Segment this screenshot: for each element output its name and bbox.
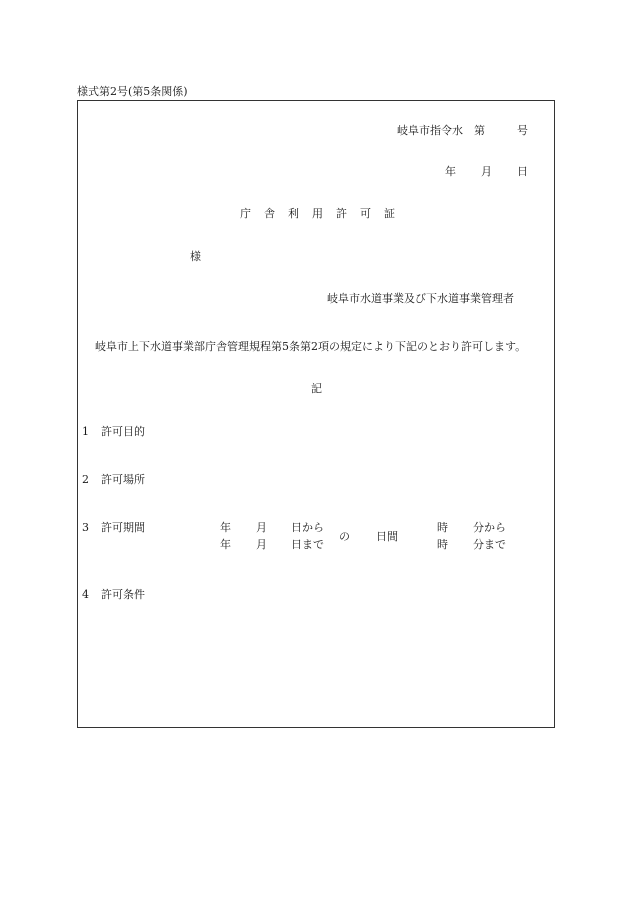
period-end-minute: 分まで: [473, 538, 506, 551]
period-no: の: [339, 530, 350, 543]
document-title-char: 用: [312, 207, 323, 220]
item-number: 2: [82, 473, 89, 486]
date-month: 月: [481, 165, 492, 178]
ref-number-prefix: 岐阜市指令水: [397, 124, 463, 137]
period-start-hour: 時: [437, 521, 448, 534]
period-start-year: 年: [220, 521, 231, 534]
document-title-char: 舎: [264, 207, 275, 220]
item-label-conditions: 許可条件: [101, 588, 145, 601]
period-start-day: 日から: [291, 521, 324, 534]
item-label-purpose: 許可目的: [101, 425, 145, 438]
period-start-month: 月: [256, 521, 267, 534]
period-start-minute: 分から: [473, 521, 506, 534]
document-title-char: 可: [360, 207, 371, 220]
period-days: 日間: [376, 530, 398, 543]
issuer-name: 岐阜市水道事業及び下水道事業管理者: [327, 292, 514, 305]
document-title-char: 庁: [240, 207, 251, 220]
date-year: 年: [445, 165, 456, 178]
period-end-hour: 時: [437, 538, 448, 551]
item-label-period: 許可期間: [101, 521, 145, 534]
item-number: 4: [82, 588, 89, 601]
item-number: 3: [82, 521, 89, 534]
item-number: 1: [82, 425, 89, 438]
document-title-char: 証: [384, 207, 395, 220]
period-end-day: 日まで: [291, 538, 324, 551]
period-end-month: 月: [256, 538, 267, 551]
date-day: 日: [517, 165, 528, 178]
ref-number-dai: 第: [474, 124, 485, 137]
period-end-year: 年: [220, 538, 231, 551]
document-title-char: 利: [288, 207, 299, 220]
addressee-suffix: 様: [190, 250, 201, 263]
permit-form-frame: [77, 100, 555, 728]
body-text: 岐阜市上下水道事業部庁舎管理規程第5条第2項の規定により下記のとおり許可します。: [95, 340, 527, 353]
item-label-location: 許可場所: [101, 473, 145, 486]
ki-heading: 記: [311, 382, 322, 395]
form-number-label: 様式第2号(第5条関係): [77, 85, 188, 98]
ref-number-go: 号: [517, 124, 528, 137]
document-title-char: 許: [336, 207, 347, 220]
